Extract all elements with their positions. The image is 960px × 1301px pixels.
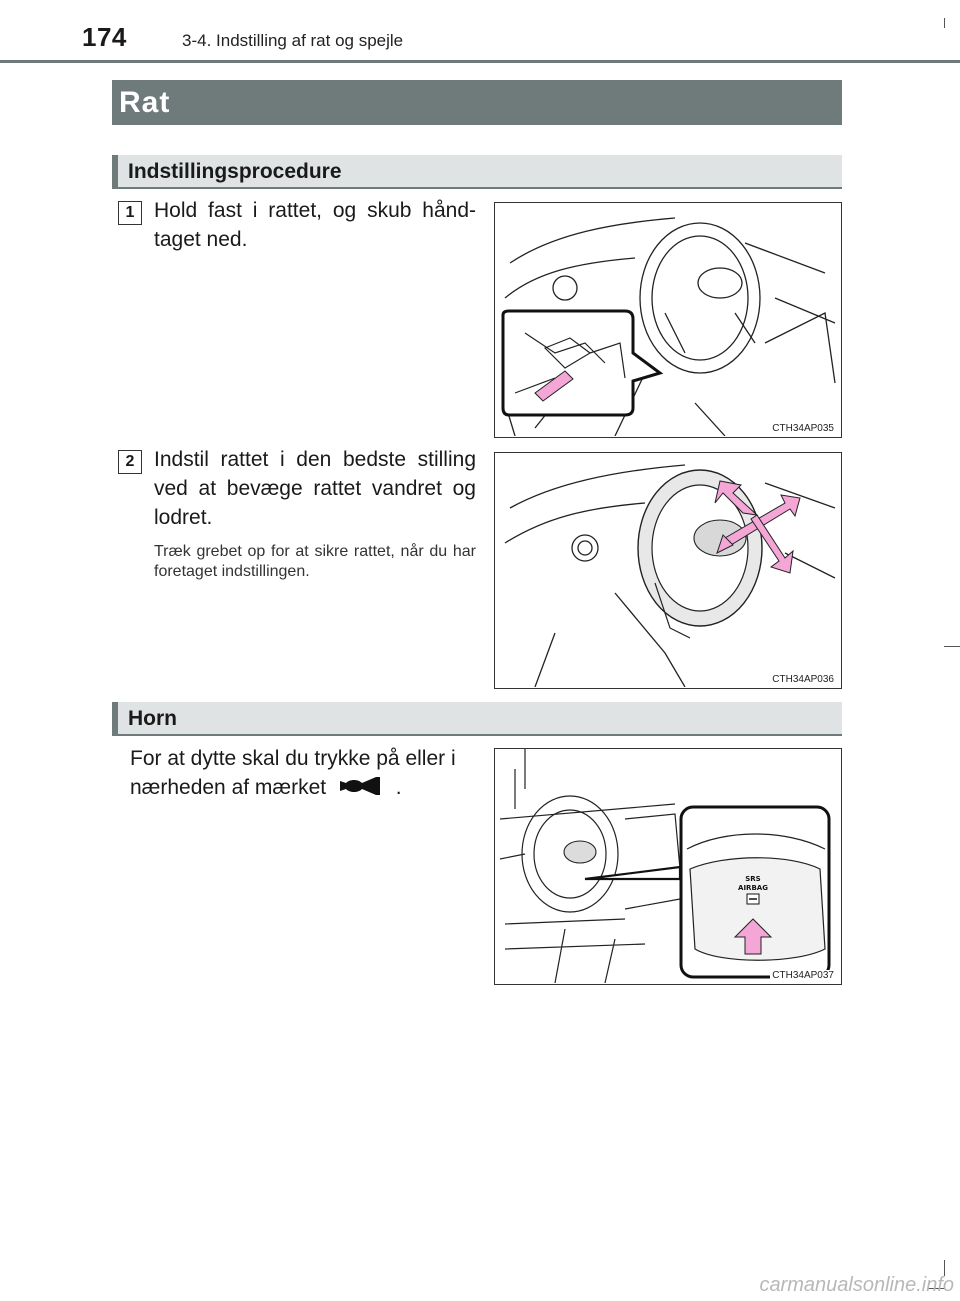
crop-mark xyxy=(944,18,945,28)
step-2-text: Indstil rattet i den bedste stilling ved at bevæge rattet vandret og lodret. xyxy=(154,448,476,529)
figure-steering-lever xyxy=(494,202,842,438)
step-1-text: Hold fast i rattet, og skub hånd-taget ned. xyxy=(154,199,476,251)
header-rule xyxy=(0,60,960,63)
page-number: 174 xyxy=(82,22,127,52)
svg-text:AIRBAG: AIRBAG xyxy=(738,884,768,892)
crop-mark xyxy=(944,646,960,647)
subsection-heading: Indstillingsprocedure xyxy=(128,160,342,183)
horn-icon xyxy=(336,775,386,797)
section-path: 3-4. Indstilling af rat og spejle xyxy=(182,31,404,50)
page-title: Rat xyxy=(112,80,842,125)
subsection-horn xyxy=(112,702,842,736)
figure-code: CTH34AP037 xyxy=(772,970,834,981)
figure-steering-adjust xyxy=(494,452,842,689)
horn-text-main: For at dytte skal du trykke på eller i nærheden af mærket xyxy=(130,747,456,799)
figure-code: CTH34AP036 xyxy=(772,674,834,685)
subsection-procedure xyxy=(112,155,842,189)
step-1-badge: 1 xyxy=(118,201,142,225)
horn-illustration xyxy=(495,749,840,983)
svg-text:SRS: SRS xyxy=(745,875,761,883)
watermark: carmanualsonline.info xyxy=(759,1274,954,1296)
subsection-heading: Horn xyxy=(128,707,177,730)
horn-text xyxy=(130,744,476,802)
horn-text-end: . xyxy=(395,776,402,799)
subsection-accent xyxy=(112,702,118,734)
figure-code: CTH34AP035 xyxy=(772,423,834,434)
step-2-badge: 2 xyxy=(118,450,142,474)
steering-adjust-illustration xyxy=(495,453,840,687)
step-2-note: Træk grebet op for at sikre rattet, når du har foretaget indstillingen. xyxy=(154,543,476,580)
figure-horn xyxy=(494,748,842,985)
zoom-callout xyxy=(503,311,660,415)
steering-lever-illustration xyxy=(495,203,840,436)
subsection-accent xyxy=(112,155,118,187)
